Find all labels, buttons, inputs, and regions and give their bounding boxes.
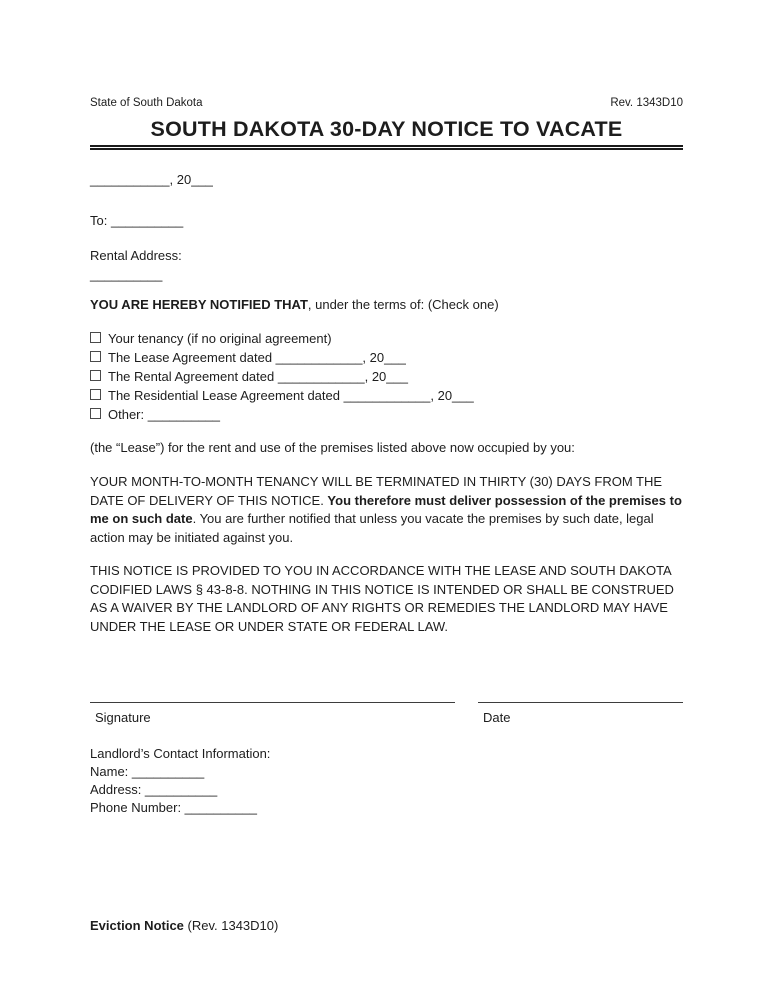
footer-rev: (Rev. 1343D10) bbox=[183, 918, 279, 933]
notified-bold: YOU ARE HEREBY NOTIFIED THAT bbox=[90, 297, 308, 312]
revision-label: Rev. 1343D10 bbox=[610, 97, 683, 109]
notified-rest: , under the terms of: (Check one) bbox=[307, 297, 499, 312]
option-row-other bbox=[90, 405, 683, 424]
to-line bbox=[90, 212, 683, 231]
date-blank-line: ___________, 20___ bbox=[90, 172, 213, 187]
empty-checkbox-icon[interactable] bbox=[90, 351, 101, 362]
page-title: SOUTH DAKOTA 30-DAY NOTICE TO VACATE bbox=[150, 117, 623, 141]
option-label: Other: __________ bbox=[108, 406, 221, 422]
option-row-tenancy bbox=[90, 329, 683, 348]
termination-part2: . You are further notified that unless you vacate the premises by such date, legal action may be initiated against you. bbox=[90, 511, 654, 545]
landlord-contact-block bbox=[90, 745, 683, 817]
signature-section bbox=[90, 702, 683, 728]
rental-address-block bbox=[90, 247, 683, 284]
empty-checkbox-icon[interactable] bbox=[90, 389, 101, 400]
option-label: The Residential Lease Agreement dated ____________, 20___ bbox=[108, 387, 474, 403]
date-line bbox=[478, 702, 683, 703]
to-label: To: bbox=[90, 212, 111, 228]
checkbox-options bbox=[90, 329, 683, 424]
contact-phone-line: Phone Number: __________ bbox=[90, 799, 257, 815]
notified-line bbox=[90, 296, 683, 315]
termination-bold: You therefore must deliver possession of the premises to me on such date bbox=[90, 492, 682, 526]
to-blank: __________ bbox=[110, 212, 184, 228]
footer-title: Eviction Notice bbox=[90, 918, 184, 933]
footer-line bbox=[90, 917, 278, 935]
contact-name-line: Name: __________ bbox=[90, 763, 205, 779]
date-column bbox=[478, 702, 683, 728]
option-label: The Lease Agreement dated ____________, 20___ bbox=[108, 349, 406, 365]
option-label: Your tenancy (if no original agreement) bbox=[108, 330, 332, 346]
option-row-lease-agreement bbox=[90, 348, 683, 367]
title-divider bbox=[90, 145, 683, 150]
compliance-paragraph: THIS NOTICE IS PROVIDED TO YOU IN ACCORDANCE WITH THE LEASE AND SOUTH DAKOTA CODIFIED LAWS § 43-8-8. NOTHING IN THIS NOTICE IS INTENDED OR SHALL BE CONSTRUED AS A WAIVER BY THE LANDLORD OF ANY RIGHTS OR REMEDIES THE LANDLORD MAY HAVE UNDER THE LEASE OR UNDER STATE OR FEDERAL LAW. bbox=[90, 563, 674, 634]
header-meta bbox=[90, 96, 683, 110]
empty-checkbox-icon[interactable] bbox=[90, 370, 101, 381]
termination-paragraph bbox=[90, 473, 683, 547]
rental-address-blank: __________ bbox=[90, 266, 163, 282]
lease-clause: (the “Lease”) for the rent and use of the premises listed above now occupied by you: bbox=[90, 439, 575, 455]
signature-label: Signature bbox=[95, 710, 151, 725]
date-label: Date bbox=[483, 710, 511, 725]
signature-column bbox=[90, 702, 455, 728]
empty-checkbox-icon[interactable] bbox=[90, 332, 101, 343]
signature-line bbox=[90, 702, 455, 703]
termination-part1: YOUR MONTH-TO-MONTH TENANCY WILL BE TERMINATED IN THIRTY (30) DAYS FROM THE DATE OF DELIVERY OF THIS NOTICE. bbox=[90, 474, 663, 508]
contact-heading: Landlord’s Contact Information: bbox=[90, 745, 271, 761]
contact-address-line: Address: __________ bbox=[90, 781, 218, 797]
rental-address-label: Rental Address: bbox=[90, 248, 182, 263]
state-label: State of South Dakota bbox=[90, 97, 203, 109]
option-label: The Rental Agreement dated ____________, 20___ bbox=[108, 368, 408, 384]
option-row-residential-lease bbox=[90, 386, 683, 405]
empty-checkbox-icon[interactable] bbox=[90, 408, 101, 419]
option-row-rental-agreement bbox=[90, 367, 683, 386]
